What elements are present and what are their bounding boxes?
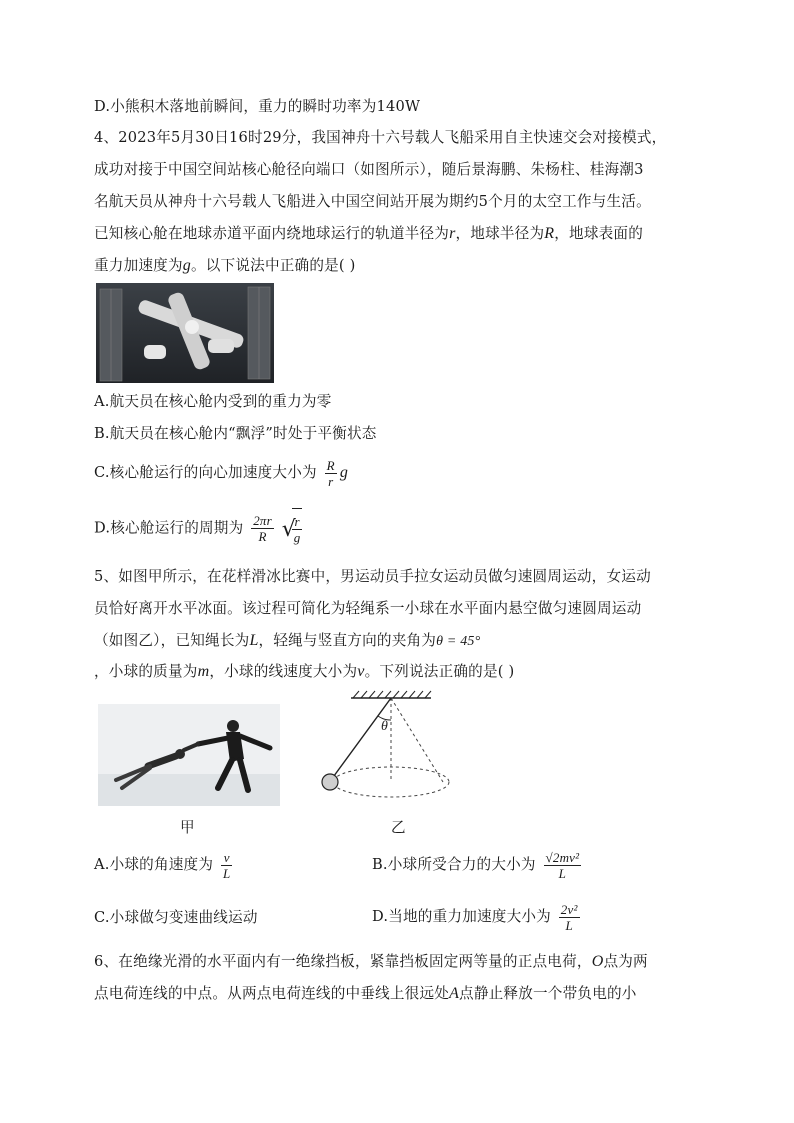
space-station-photo [96,283,274,383]
caption-jia: 甲 [180,819,195,836]
space-station-illustration [96,283,274,383]
q4-stem-line3: 名航天员从神舟十六号载人飞船进入中国空间站开展为期约5个月的太空工作与生活。 [94,193,651,210]
q5-stem-line2: 员恰好离开水平冰面。该过程可简化为轻绳系一小球在水平面内悬空做匀速圆周运动 [94,600,642,617]
q4-stem-line5: 重力加速度为g。以下说法中正确的是( ) [94,257,356,274]
q5-option-a: A.小球的角速度为 $\frac{v}{L}$ [94,849,231,881]
q3-option-d: D.小熊积木落地前瞬间，重力的瞬时功率为140W [94,98,421,115]
figure-skating-illustration [98,704,280,806]
q4-option-c: C.核心舱运行的向心加速度大小为 $\frac{R}{r}$ g [94,457,349,489]
caption-yi: 乙 [391,819,406,836]
q4-stem-line1: 4、2023年5月30日16时29分，我国神舟十六号载人飞船采用自主快速交会对接模式， [94,129,667,146]
sqrt-r-over-g: √ $\frac{r}{g}$ [282,508,303,549]
fraction-R-over-r: $\frac{R}{r}$ [326,457,335,489]
fraction-v-over-L: $\frac{v}{L}$ [222,849,231,881]
q5-stem-line4: ，小球的质量为m，小球的线速度大小为v。下列说法正确的是( ) [94,663,515,680]
figure-skating-photo [98,704,280,806]
q6-stem-line1: 6、在绝缘光滑的水平面内有一绝缘挡板，紧靠挡板固定两等量的正点电荷，O点为两 [94,953,648,970]
q4-stem-line4: 已知核心舱在地球赤道平面内绕地球运行的轨道半径为r，地球半径为R，地球表面的 [94,225,644,242]
q4-option-b: B.航天员在核心舱内“飘浮”时处于平衡状态 [94,425,377,442]
q5-option-c: C.小球做匀变速曲线运动 [94,909,258,926]
fraction-2pir-over-R: $\frac{2\pi r}{R}$ [253,513,272,544]
q5-option-b: B.小球所受合力的大小为 $\frac{\text{√2mv²}}{L}$ [372,849,580,881]
fraction-sqrt2mv2-over-L: $\frac{\text{√2mv²}}{L}$ [545,849,580,881]
q5-option-d: D.当地的重力加速度大小为 $\frac{\text{2v²}}{L}$ [372,901,578,933]
q5-stem-line3: （如图乙），已知绳长为L，轻绳与竖直方向的夹角为θ = 45° [94,632,481,649]
theta-label: θ [381,719,388,734]
q5-stem-line1: 5、如图甲所示，在花样滑冰比赛中，男运动员手拉女运动员做匀速圆周运动，女运动 [94,568,651,585]
q6-stem-line2: 点电荷连线的中点。从两点电荷连线的中垂线上很远处A点静止释放一个带负电的小 [94,985,637,1002]
q4-option-a: A.航天员在核心舱内受到的重力为零 [94,393,332,410]
q4-option-d: D.核心舱运行的周期为 $\frac{2\pi r}{R}$ √ $\frac{r}{g}$ [94,508,302,549]
q4-stem-line2: 成功对接于中国空间站核心舱径向端口（如图所示），随后景海鹏、朱杨柱、桂海潮3 [94,161,644,178]
fraction-2v2-over-L: $\frac{\text{2v²}}{L}$ [560,901,578,933]
conical-pendulum-diagram [315,688,455,806]
